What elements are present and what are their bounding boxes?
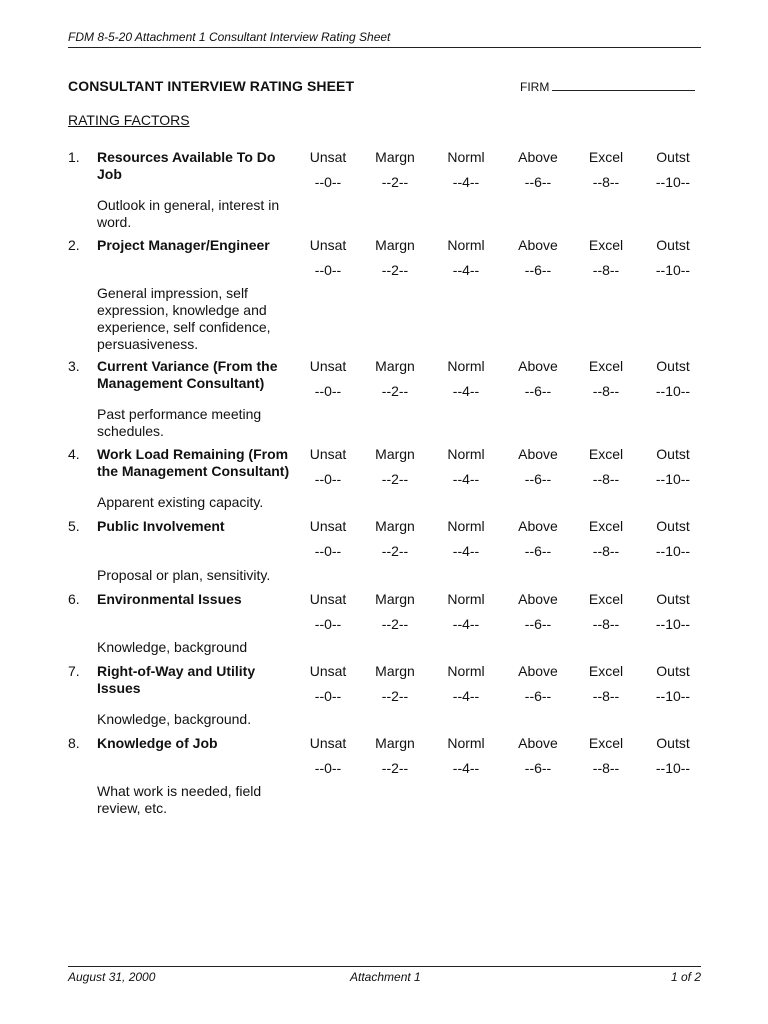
factor-description: Knowledge, background	[97, 639, 248, 655]
scale-label-margn: Margn	[375, 591, 415, 607]
scale-value-outst[interactable]: --10--	[655, 471, 691, 487]
scale-value-unsat[interactable]: --0--	[314, 543, 342, 559]
scale-label-unsat: Unsat	[309, 149, 347, 165]
header-text: FDM 8-5-20 Attachment 1 Consultant Interview Rating Sheet	[68, 30, 391, 44]
scale-label-excel: Excel	[588, 663, 624, 679]
scale-label-outst: Outst	[656, 149, 690, 165]
factor-description: Proposal or plan, sensitivity.	[97, 567, 271, 583]
scale-value-norml[interactable]: --4--	[452, 760, 480, 776]
factor-description: Past performance meeting schedules.	[97, 406, 262, 439]
scale-value-excel[interactable]: --8--	[592, 262, 620, 278]
scale-value-outst[interactable]: --10--	[655, 616, 691, 632]
scale-label-norml: Norml	[447, 518, 485, 534]
scale-value-outst[interactable]: --10--	[655, 174, 691, 190]
factor-description: Knowledge, background.	[97, 711, 252, 727]
scale-value-margn[interactable]: --2--	[381, 688, 409, 704]
scale-label-excel: Excel	[588, 591, 624, 607]
scale-value-above[interactable]: --6--	[524, 383, 552, 399]
scale-value-above[interactable]: --6--	[524, 471, 552, 487]
scale-value-above[interactable]: --6--	[524, 174, 552, 190]
scale-label-excel: Excel	[588, 518, 624, 534]
factor-description: Apparent existing capacity.	[97, 494, 264, 510]
scale-value-outst[interactable]: --10--	[655, 262, 691, 278]
scale-value-margn[interactable]: --2--	[381, 471, 409, 487]
scale-label-norml: Norml	[447, 237, 485, 253]
firm-field	[520, 80, 695, 94]
scale-value-margn[interactable]: --2--	[381, 383, 409, 399]
scale-label-unsat: Unsat	[309, 591, 347, 607]
scale-label-outst: Outst	[656, 237, 690, 253]
scale-label-unsat: Unsat	[309, 358, 347, 374]
scale-value-excel[interactable]: --8--	[592, 174, 620, 190]
factor-name: Right-of-Way and Utility Issues	[97, 663, 256, 696]
scale-value-outst[interactable]: --10--	[655, 383, 691, 399]
scale-label-unsat: Unsat	[309, 446, 347, 462]
section-heading-rating-factors: RATING FACTORS	[68, 112, 190, 128]
firm-label: FIRM	[520, 80, 550, 94]
factor-name: Current Variance (From the Management Consultant)	[97, 358, 278, 391]
scale-label-outst: Outst	[656, 591, 690, 607]
scale-label-outst: Outst	[656, 446, 690, 462]
factor-number: 6.	[68, 591, 80, 607]
footer-date: August 31, 2000	[68, 970, 156, 984]
scale-value-outst[interactable]: --10--	[655, 760, 691, 776]
scale-label-margn: Margn	[375, 149, 415, 165]
scale-value-margn[interactable]: --2--	[381, 760, 409, 776]
scale-label-norml: Norml	[447, 735, 485, 751]
scale-label-outst: Outst	[656, 663, 690, 679]
factor-number: 4.	[68, 446, 80, 462]
factor-name: Project Manager/Engineer	[97, 237, 270, 253]
factor-number: 5.	[68, 518, 80, 534]
scale-label-above: Above	[518, 358, 558, 374]
scale-value-norml[interactable]: --4--	[452, 688, 480, 704]
scale-value-norml[interactable]: --4--	[452, 262, 480, 278]
scale-value-margn[interactable]: --2--	[381, 174, 409, 190]
scale-value-norml[interactable]: --4--	[452, 616, 480, 632]
scale-value-above[interactable]: --6--	[524, 543, 552, 559]
scale-value-above[interactable]: --6--	[524, 262, 552, 278]
factor-name: Environmental Issues	[97, 591, 242, 607]
scale-label-unsat: Unsat	[309, 518, 347, 534]
scale-label-excel: Excel	[588, 735, 624, 751]
scale-label-above: Above	[518, 735, 558, 751]
scale-label-margn: Margn	[375, 446, 415, 462]
scale-label-above: Above	[518, 237, 558, 253]
scale-value-unsat[interactable]: --0--	[314, 383, 342, 399]
scale-label-excel: Excel	[588, 149, 624, 165]
scale-label-margn: Margn	[375, 735, 415, 751]
scale-label-unsat: Unsat	[309, 735, 347, 751]
scale-label-above: Above	[518, 446, 558, 462]
scale-label-excel: Excel	[588, 446, 624, 462]
firm-blank-line	[552, 81, 695, 91]
scale-value-outst[interactable]: --10--	[655, 543, 691, 559]
factor-number: 7.	[68, 663, 80, 679]
factor-description: What work is needed, field review, etc.	[97, 783, 262, 816]
scale-value-unsat[interactable]: --0--	[314, 616, 342, 632]
scale-value-margn[interactable]: --2--	[381, 262, 409, 278]
scale-value-above[interactable]: --6--	[524, 616, 552, 632]
scale-label-unsat: Unsat	[309, 663, 347, 679]
scale-label-norml: Norml	[447, 446, 485, 462]
scale-label-outst: Outst	[656, 518, 690, 534]
scale-label-norml: Norml	[447, 149, 485, 165]
scale-value-excel[interactable]: --8--	[592, 471, 620, 487]
footer-page-number: 1 of 2	[670, 970, 701, 984]
scale-label-above: Above	[518, 591, 558, 607]
scale-label-margn: Margn	[375, 358, 415, 374]
footer-attachment: Attachment 1	[350, 970, 421, 984]
scale-value-outst[interactable]: --10--	[655, 688, 691, 704]
scale-label-above: Above	[518, 149, 558, 165]
factor-number: 1.	[68, 149, 80, 165]
factor-number: 3.	[68, 358, 80, 374]
scale-label-norml: Norml	[447, 358, 485, 374]
scale-label-outst: Outst	[656, 735, 690, 751]
scale-value-excel[interactable]: --8--	[592, 760, 620, 776]
scale-label-margn: Margn	[375, 237, 415, 253]
factor-name: Resources Available To Do Job	[97, 149, 276, 182]
scale-value-unsat[interactable]: --0--	[314, 262, 342, 278]
scale-value-margn[interactable]: --2--	[381, 543, 409, 559]
scale-value-excel[interactable]: --8--	[592, 616, 620, 632]
factor-name: Work Load Remaining (From the Management Consultant)	[97, 446, 290, 479]
factor-description: Outlook in general, interest in word.	[97, 197, 280, 230]
scale-value-excel[interactable]: --8--	[592, 688, 620, 704]
factor-name: Public Involvement	[97, 518, 225, 534]
scale-value-norml[interactable]: --4--	[452, 543, 480, 559]
scale-label-above: Above	[518, 663, 558, 679]
scale-label-outst: Outst	[656, 358, 690, 374]
factor-number: 2.	[68, 237, 80, 253]
scale-value-above[interactable]: --6--	[524, 688, 552, 704]
scale-value-margn[interactable]: --2--	[381, 616, 409, 632]
factor-name: Knowledge of Job	[97, 735, 218, 751]
page-header	[68, 30, 701, 48]
scale-value-unsat[interactable]: --0--	[314, 471, 342, 487]
scale-value-excel[interactable]: --8--	[592, 383, 620, 399]
scale-value-norml[interactable]: --4--	[452, 471, 480, 487]
scale-label-unsat: Unsat	[309, 237, 347, 253]
scale-label-above: Above	[518, 518, 558, 534]
scale-value-unsat[interactable]: --0--	[314, 760, 342, 776]
page-footer	[68, 966, 701, 985]
scale-label-margn: Margn	[375, 518, 415, 534]
scale-value-above[interactable]: --6--	[524, 760, 552, 776]
factor-description: General impression, self expression, knowledge and experience, self confidence, persuasiveness.	[97, 285, 271, 352]
scale-label-norml: Norml	[447, 663, 485, 679]
scale-label-norml: Norml	[447, 591, 485, 607]
document-title: CONSULTANT INTERVIEW RATING SHEET	[68, 78, 355, 94]
scale-value-norml[interactable]: --4--	[452, 174, 480, 190]
scale-label-excel: Excel	[588, 358, 624, 374]
scale-label-margn: Margn	[375, 663, 415, 679]
scale-value-excel[interactable]: --8--	[592, 543, 620, 559]
scale-label-excel: Excel	[588, 237, 624, 253]
scale-value-norml[interactable]: --4--	[452, 383, 480, 399]
scale-value-unsat[interactable]: --0--	[314, 174, 342, 190]
factor-number: 8.	[68, 735, 80, 751]
scale-value-unsat[interactable]: --0--	[314, 688, 342, 704]
